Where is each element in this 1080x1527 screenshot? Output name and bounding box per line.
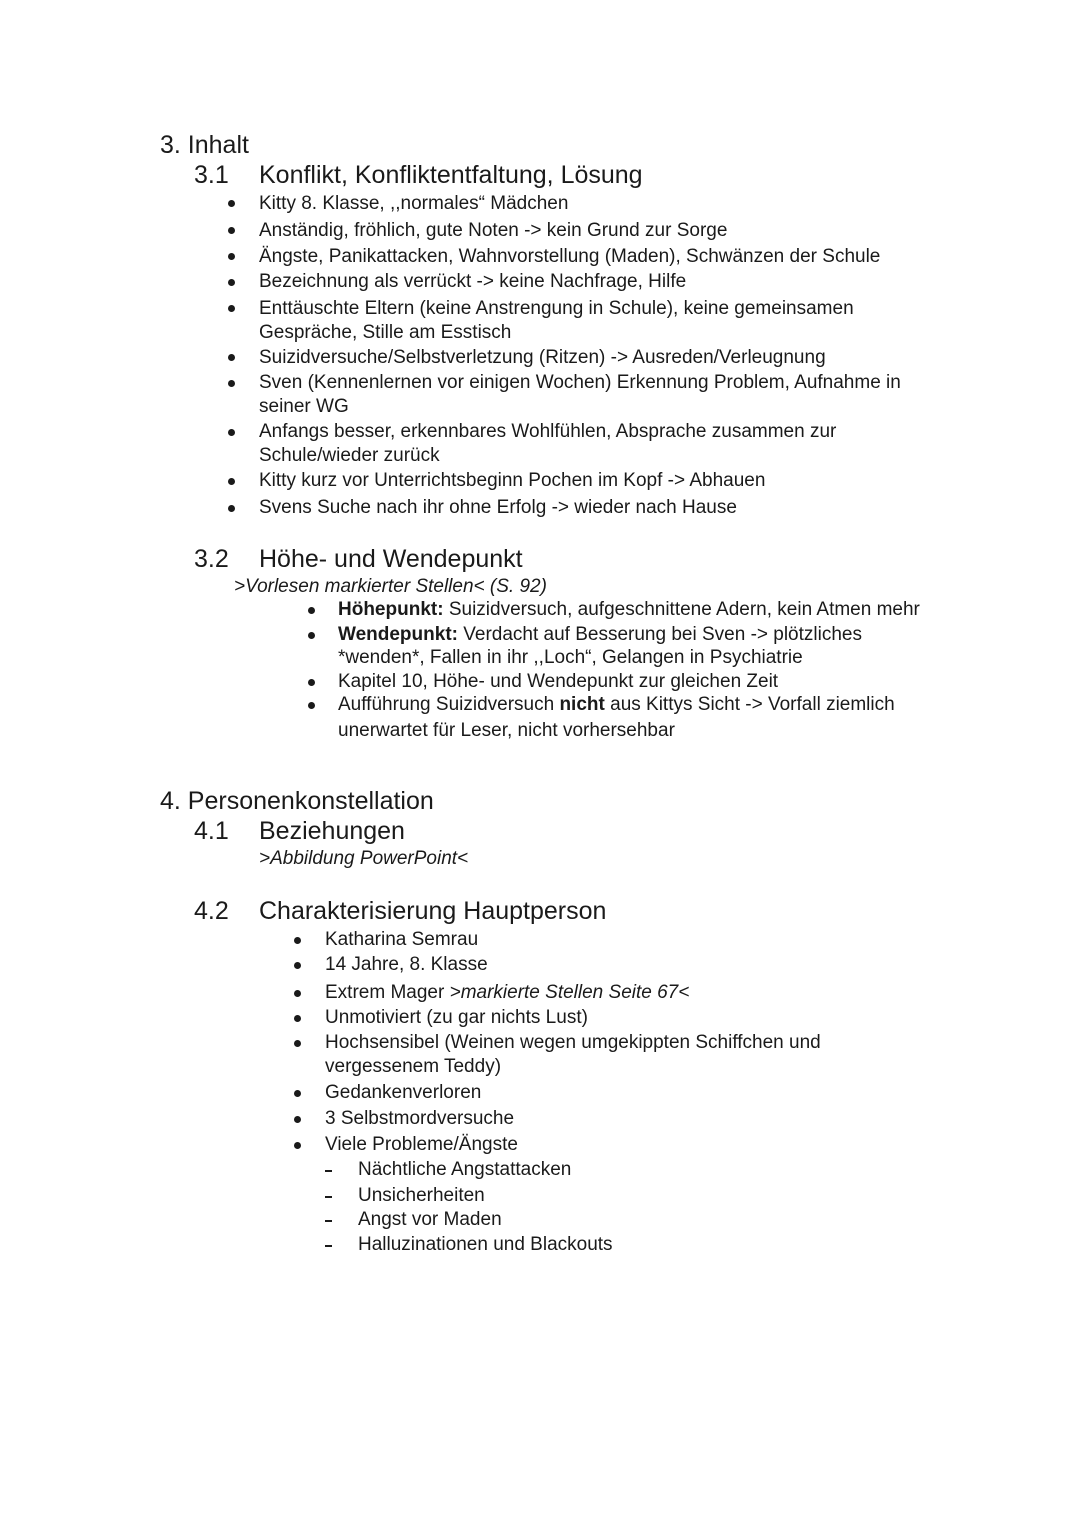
section-3-heading: 3. Inhalt <box>160 131 249 159</box>
list-item-continuation: Schule/wieder zurück <box>259 445 440 466</box>
bullet-icon <box>308 632 315 639</box>
dash-icon <box>325 1170 332 1172</box>
wendepunkt-text: Verdacht auf Besserung bei Sven -> plötzliches <box>457 624 862 645</box>
dash-icon <box>325 1220 332 1222</box>
list-item-continuation: seiner WG <box>259 396 349 417</box>
bullet-icon <box>228 253 235 260</box>
list-item: Kapitel 10, Höhe- und Wendepunkt zur gleichen Zeit <box>338 671 779 692</box>
auffuehrung-post: aus Kittys Sicht -> Vorfall ziemlich <box>604 694 895 715</box>
section-3-2-title: Höhe- und Wendepunkt <box>259 545 523 573</box>
list-item <box>338 623 862 647</box>
section-4-1-title: Beziehungen <box>259 817 405 845</box>
section-3-2-note <box>234 575 547 599</box>
hoehepunkt-text: Suizidversuch, aufgeschnittene Adern, kein Atmen mehr <box>443 599 920 620</box>
section-4-heading: 4. Personenkonstellation <box>160 787 434 815</box>
list-item-continuation: unerwartet für Leser, nicht vorhersehbar <box>338 720 675 741</box>
bullet-icon <box>228 279 235 286</box>
list-item-continuation: Gespräche, Stille am Esstisch <box>259 322 512 343</box>
dash-icon <box>325 1196 332 1198</box>
list-item: Anfangs besser, erkennbares Wohlfühlen, Absprache zusammen zur <box>259 421 837 442</box>
bullet-icon <box>228 429 235 436</box>
wendepunkt-label: Wendepunkt: <box>338 624 458 645</box>
list-item: Kitty kurz vor Unterrichtsbeginn Pochen im Kopf -> Abhauen <box>259 470 766 491</box>
bullet-icon <box>294 962 301 969</box>
note-italic: >Vorlesen markierter Stellen< <box>234 576 485 597</box>
list-item: 3 Selbstmordversuche <box>325 1108 515 1129</box>
bullet-icon <box>294 1090 301 1097</box>
section-3-1-number: 3.1 <box>194 161 229 189</box>
bullet-icon <box>228 478 235 485</box>
bullet-icon <box>294 1015 301 1022</box>
sub-list-item: Halluzinationen und Blackouts <box>358 1234 613 1255</box>
mager-text: Extrem Mager <box>325 982 450 1003</box>
bullet-icon <box>228 305 235 312</box>
list-item: Hochsensibel (Weinen wegen umgekippten Schiffchen und <box>325 1032 821 1053</box>
dash-icon <box>325 1245 332 1247</box>
list-item: Sven (Kennenlernen vor einigen Wochen) Erkennung Problem, Aufnahme in <box>259 372 901 393</box>
bullet-icon <box>294 1040 301 1047</box>
list-item: Kitty 8. Klasse, ,,normales“ Mädchen <box>259 193 569 214</box>
bullet-icon <box>308 607 315 614</box>
list-item: Ängste, Panikattacken, Wahnvorstellung (Maden), Schwänzen der Schule <box>259 246 881 267</box>
note-page: (S. 92) <box>484 576 547 597</box>
bullet-icon <box>228 227 235 234</box>
list-item: Unmotiviert (zu gar nichts Lust) <box>325 1007 588 1028</box>
bullet-icon <box>308 702 315 709</box>
list-item <box>325 981 689 1005</box>
note-italic: >Abbildung PowerPoint< <box>259 848 469 869</box>
auffuehrung-pre: Aufführung Suizidversuch <box>338 694 560 715</box>
list-item: Suizidversuche/Selbstverletzung (Ritzen) -> Ausreden/Verleugnung <box>259 347 826 368</box>
section-4-2-number: 4.2 <box>194 897 229 925</box>
bullet-icon <box>228 200 235 207</box>
section-3-2-number: 3.2 <box>194 545 229 573</box>
list-item: Enttäuschte Eltern (keine Anstrengung in Schule), keine gemeinsamen <box>259 298 854 319</box>
sub-list-item: Unsicherheiten <box>358 1185 485 1206</box>
list-item <box>338 693 895 717</box>
bullet-icon <box>294 990 301 997</box>
list-item-continuation: *wenden*, Fallen in ihr ,,Loch“, Gelangen in Psychiatrie <box>338 647 803 668</box>
auffuehrung-bold: nicht <box>559 694 605 715</box>
list-item: Viele Probleme/Ängste <box>325 1134 518 1155</box>
bullet-icon <box>294 937 301 944</box>
section-4-1-number: 4.1 <box>194 817 229 845</box>
section-3-1-title: Konflikt, Konfliktentfaltung, Lösung <box>259 161 643 189</box>
mager-note: >markierte Stellen Seite 67< <box>449 982 690 1003</box>
list-item: Anständig, fröhlich, gute Noten -> kein Grund zur Sorge <box>259 220 728 241</box>
section-4-2-title: Charakterisierung Hauptperson <box>259 897 607 925</box>
bullet-icon <box>308 679 315 686</box>
bullet-icon <box>228 505 235 512</box>
list-item: Bezeichnung als verrückt -> keine Nachfrage, Hilfe <box>259 271 687 292</box>
list-item: Katharina Semrau <box>325 929 479 950</box>
list-item-continuation: vergessenem Teddy) <box>325 1056 502 1077</box>
list-item: Svens Suche nach ihr ohne Erfolg -> wieder nach Hause <box>259 497 737 518</box>
list-item: 14 Jahre, 8. Klasse <box>325 954 488 975</box>
sub-list-item: Nächtliche Angstattacken <box>358 1159 572 1180</box>
bullet-icon <box>294 1142 301 1149</box>
hoehepunkt-label: Höhepunkt: <box>338 599 444 620</box>
section-4-1-note <box>259 847 468 871</box>
list-item <box>338 598 920 622</box>
list-item: Gedankenverloren <box>325 1082 482 1103</box>
bullet-icon <box>228 354 235 361</box>
bullet-icon <box>294 1116 301 1123</box>
sub-list-item: Angst vor Maden <box>358 1209 502 1230</box>
bullet-icon <box>228 380 235 387</box>
